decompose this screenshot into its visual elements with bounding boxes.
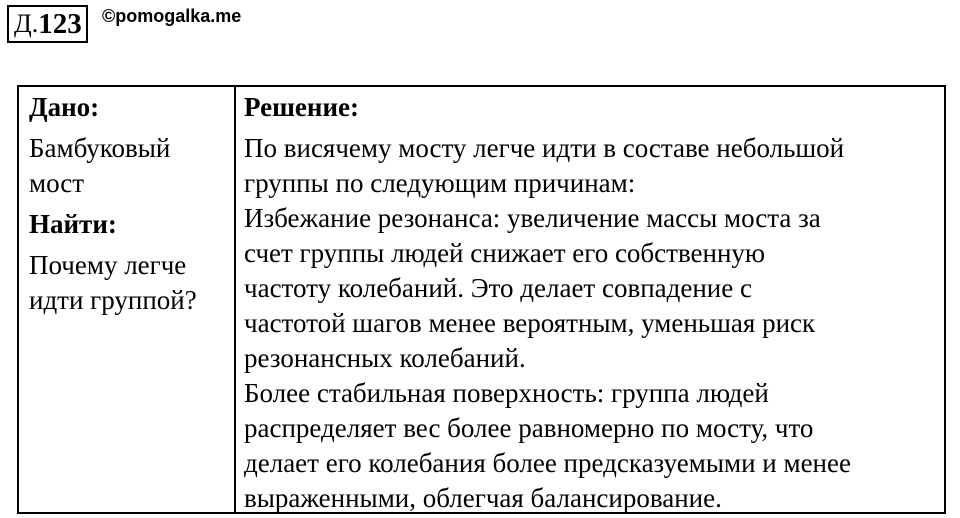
find-heading: Найти: xyxy=(29,209,117,239)
solution-line: Более стабильная поверхность: группа людей xyxy=(244,378,769,408)
find-text xyxy=(29,248,226,318)
solution-table xyxy=(17,85,946,514)
watermark: ©pomogalka.me xyxy=(102,6,242,26)
solution-line: распределяет вес более равномерно по мосту, что xyxy=(244,413,814,443)
given-line: Бамбуковый xyxy=(29,133,171,163)
solution-line: выраженными, облегчая балансирование. xyxy=(244,483,722,513)
solution-line: Избежание резонанса: увеличение массы моста за xyxy=(244,203,821,233)
solution-line: группы по следующим причинам: xyxy=(244,168,636,198)
solution-line: частотой шагов менее вероятным, уменьшая риск xyxy=(244,308,816,338)
solution-column xyxy=(236,87,944,512)
solution-line: счет группы людей снижает его собственную xyxy=(244,238,766,268)
find-line: Почему легче xyxy=(29,250,187,280)
task-number-box xyxy=(7,5,88,43)
solution-heading: Решение: xyxy=(244,92,359,122)
given-line: мост xyxy=(29,168,85,198)
task-prefix: Д. xyxy=(14,9,39,38)
find-line: идти группой? xyxy=(29,285,197,315)
given-heading: Дано: xyxy=(29,92,100,122)
solution-line: По висячему мосту легче идти в составе небольшой xyxy=(244,133,845,163)
given-column xyxy=(19,87,236,512)
solution-line: делает его колебания более предсказуемыми и менее xyxy=(244,448,851,478)
solution-line: частоту колебаний. Это делает совпадение с xyxy=(244,273,752,303)
task-number: 123 xyxy=(38,7,82,40)
given-text xyxy=(29,131,226,201)
solution-text xyxy=(244,131,938,516)
solution-line: резонансных колебаний. xyxy=(244,343,526,373)
